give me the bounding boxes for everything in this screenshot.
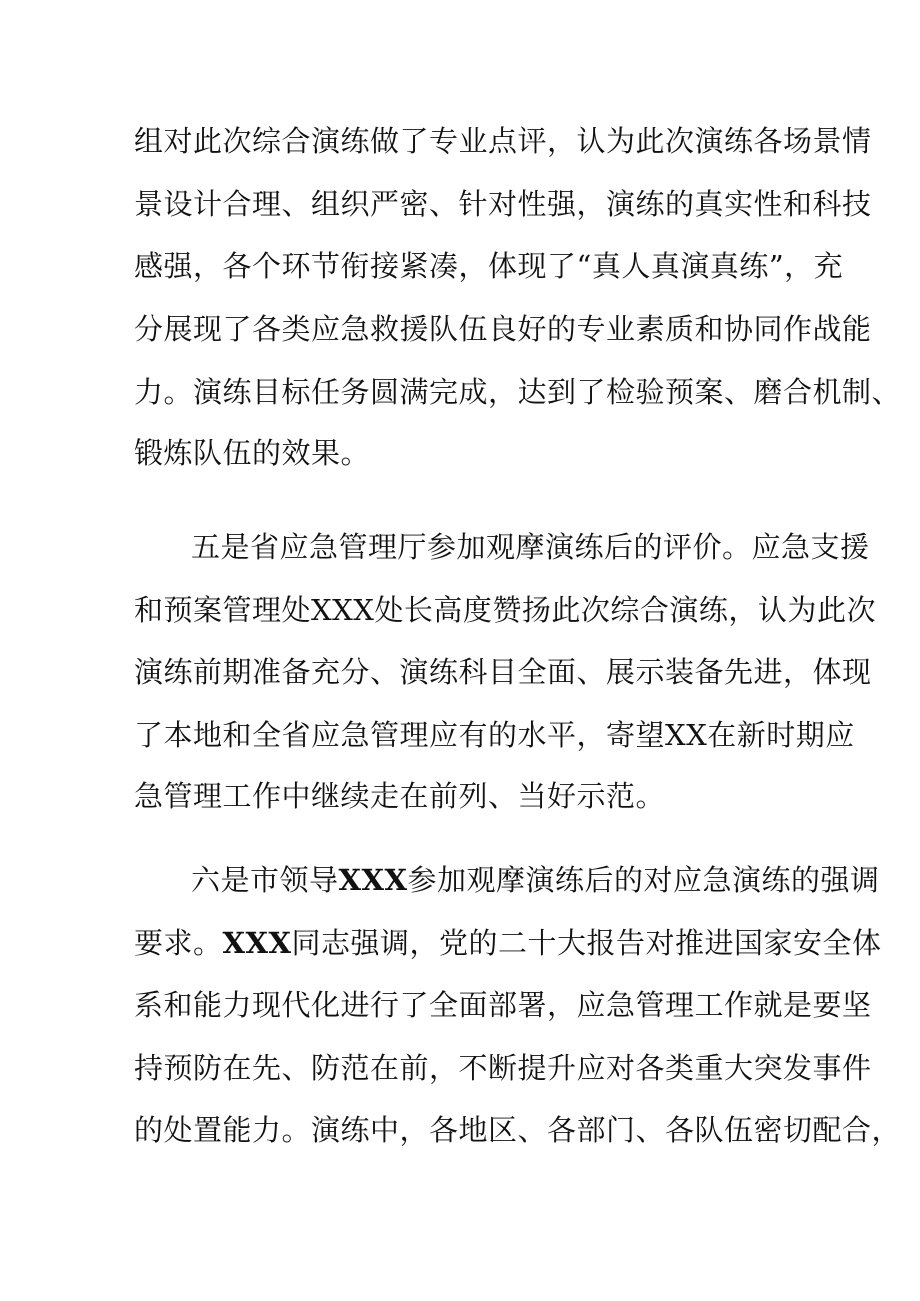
paragraph-2-line-1: 五是省应急管理厅参加观摩演练后的评价。应急支援: [191, 530, 870, 564]
paragraph-1-line-1: 组对此次综合演练做了专业点评，认为此次演练各场景情: [134, 124, 872, 158]
paragraph-3-line-2-bold: XXX: [222, 926, 292, 960]
paragraph-2-line-5: 急管理工作中继续走在前列、当好示范。: [134, 779, 666, 813]
paragraph-1-line-6: 锻炼队伍的效果。: [134, 436, 371, 470]
paragraph-1-line-2: 景设计合理、组织严密、针对性强，演练的真实性和科技: [134, 187, 872, 221]
paragraph-3-line-1-bold: XXX: [338, 863, 408, 897]
paragraph-3-line-1-pre: 六是市领导: [191, 863, 339, 897]
paragraph-3-line-1: [191, 860, 880, 900]
paragraph-3-line-3: 系和能力现代化进行了全面部署，应急管理工作就是要坚: [134, 988, 872, 1022]
paragraph-3-line-2-post: 同志强调，党的二十大报告对推进国家安全体: [291, 926, 882, 960]
paragraph-1-line-3: 感强，各个环节衔接紧凑，体现了“真人真演真练”，充: [134, 249, 844, 283]
paragraph-2-line-4: 了本地和全省应急管理应有的水平，寄望XX在新时期应: [134, 718, 855, 752]
paragraph-1-line-5: 力。演练目标任务圆满完成，达到了检验预案、磨合机制、: [134, 375, 902, 409]
paragraph-2-line-2: 和预案管理处XXX处长高度赞扬此次综合演练，认为此次: [134, 593, 876, 627]
paragraph-3-line-2-pre: 要求。: [134, 926, 223, 960]
paragraph-3-line-2: [134, 923, 882, 963]
paragraph-1-line-4: 分展现了各类应急救援队伍良好的专业素质和协同作战能: [134, 312, 872, 346]
paragraph-3-line-4: 持预防在先、防范在前，不断提升应对各类重大突发事件: [134, 1051, 872, 1085]
paragraph-3-line-5: 的处置能力。演练中，各地区、各部门、各队伍密切配合，: [134, 1113, 902, 1147]
paragraph-2-line-3: 演练前期准备充分、演练科目全面、展示装备先进，体现: [134, 655, 872, 689]
paragraph-3-line-1-post: 参加观摩演练后的对应急演练的强调: [407, 863, 880, 897]
